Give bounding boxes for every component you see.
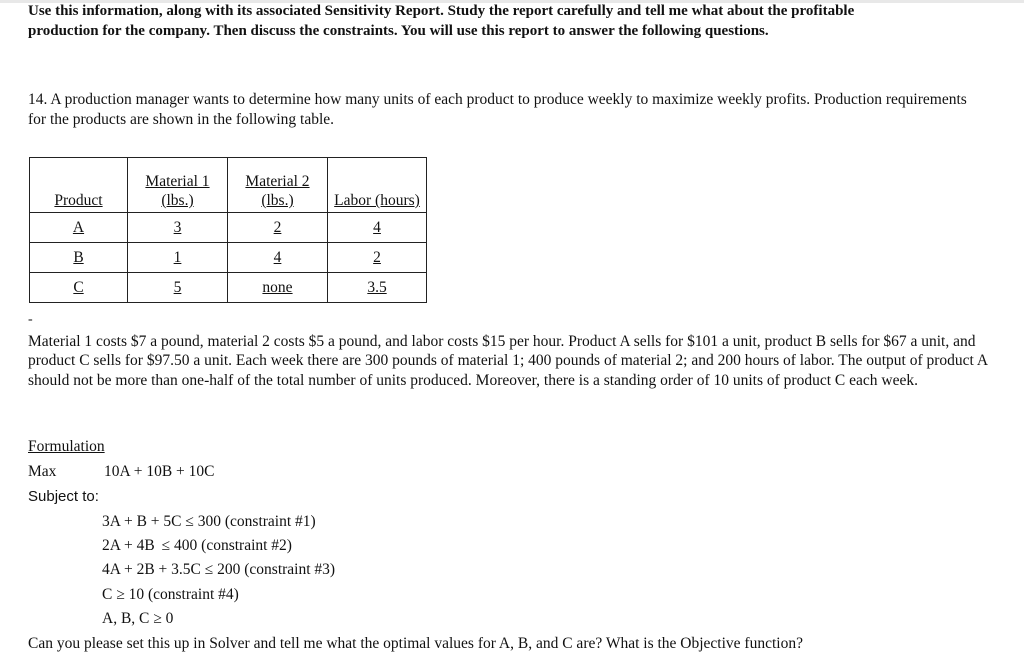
cell-material-2: 4 bbox=[228, 243, 328, 273]
cell-product: A bbox=[30, 213, 128, 243]
cell-material-1: 3 bbox=[128, 213, 228, 243]
cell-product: C bbox=[30, 273, 128, 303]
cell-material-1: 5 bbox=[128, 273, 228, 303]
constraint-1: 3A + B + 5C ≤ 300 (constraint #1) bbox=[102, 513, 316, 530]
table-row bbox=[30, 243, 427, 273]
constraint-3: 4A + 2B + 3.5C ≤ 200 (constraint #3) bbox=[102, 561, 336, 578]
costs-paragraph: Material 1 costs $7 a pound, material 2 costs $5 a pound, and labor costs $15 per hour. Product A sells for $101 a unit, product B sells for $67 a unit, and product C sells for $97.50 a unit. Each week there are 300 pounds of material 1; 400 pounds of material 2; and 200 hours of labor. The output of product A should not be more than one-half of the total number of units produced. Moreover, there is a standing order of 10 units of product C each week. bbox=[28, 333, 988, 389]
subject-to-label: Subject to: bbox=[28, 488, 99, 505]
production-requirements-table bbox=[29, 157, 427, 303]
question-14-text: 14. A production manager wants to determine how many units of each product to produce weekly to maximize weekly profits. Production requirements for the products are shown in the following table. bbox=[28, 91, 967, 128]
formulation-title: Formulation bbox=[28, 438, 105, 455]
cell-labor: 3.5 bbox=[328, 273, 427, 303]
objective-expression: 10A + 10B + 10C bbox=[104, 463, 215, 480]
final-question: Can you please set this up in Solver and tell me what the optimal values for A, B, and C are? What is the Objective function? bbox=[28, 635, 803, 652]
header-labor: Labor (hours) bbox=[328, 158, 427, 213]
nonnegativity-constraint: A, B, C ≥ 0 bbox=[102, 610, 174, 627]
header-material-1: Material 1 (lbs.) bbox=[128, 158, 228, 213]
cell-labor: 2 bbox=[328, 243, 427, 273]
constraint-4: C ≥ 10 (constraint #4) bbox=[102, 586, 239, 603]
cell-labor: 4 bbox=[328, 213, 427, 243]
cell-product: B bbox=[30, 243, 128, 273]
intro-instructions: Use this information, along with its associated Sensitivity Report. Study the report carefully and tell me what about the profitable production for the company. Then discuss the constraints. You will use this report to answer the following questions. bbox=[28, 3, 855, 39]
table-row bbox=[30, 213, 427, 243]
cell-material-1: 1 bbox=[128, 243, 228, 273]
header-material-2: Material 2 (lbs.) bbox=[228, 158, 328, 213]
table-row bbox=[30, 273, 427, 303]
cell-material-2: 2 bbox=[228, 213, 328, 243]
table-header-row bbox=[30, 158, 427, 213]
max-label: Max bbox=[28, 463, 57, 480]
cell-material-2: none bbox=[228, 273, 328, 303]
constraint-2: 2A + 4B ≤ 400 (constraint #2) bbox=[102, 537, 292, 554]
dash-mark: - bbox=[28, 312, 33, 327]
header-product: Product bbox=[30, 158, 128, 213]
